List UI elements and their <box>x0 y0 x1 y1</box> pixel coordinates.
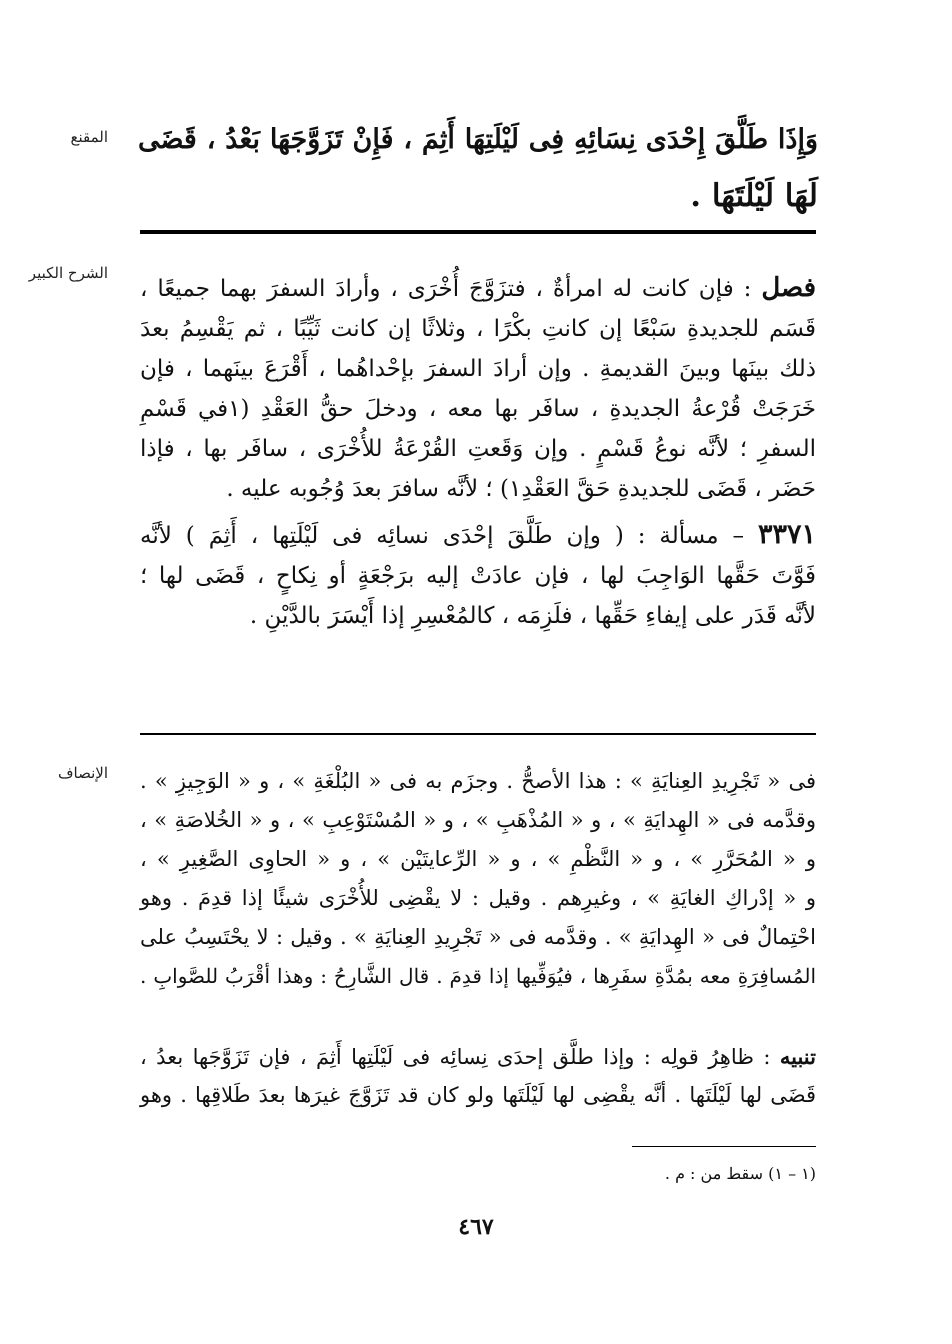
text-line: قَضَى لها لَيْلَتَها . أنَّه يقْضِى لها لَيْلَتَها ولو كان قد تَزَوَّجَ غيرَها بعدَ طَلاقِها . وهو <box>140 1083 816 1107</box>
muqni-label: المقنع <box>70 128 108 146</box>
text-line: حَضَر ، قَضَى للجديدةِ حَقَّ العَقْدِ١) ؛ لأنَّه سافرَ بعدَ وُجُوبه عليه . <box>226 476 816 502</box>
footnote: (١ – ١) سقط من : م . <box>664 1164 816 1183</box>
sharh-label: الشرح الكبير <box>28 264 108 282</box>
text-line: خَرَجَتْ قُرْعةُ الجديدةِ ، سافَر بها معه ، ودخلَ حقُّ العَقْدِ (١في قَسْمِ <box>140 396 816 422</box>
text-line: وَإِذَا طَلَّقَ إِحْدَى نِسَائِهِ فِى لَيْلَتِهَا أَثِمَ ، فَإِنْ تَزَوَّجَهَا بَعْدُ ، قَضَى <box>138 124 818 155</box>
section-divider <box>140 230 816 234</box>
text-line: فَوَّتَ حَقَّها الوَاجِبَ لها ، فإن عادَتْ إليه برَجْعَةٍ أو نِكاحٍ ، قَضَى لها ؛ <box>140 563 816 589</box>
insaf-text <box>140 762 816 996</box>
text-line: المُسافِرَةِ معه بمُدَّةِ سفَرِها ، فيُوَفِّيها إذا قدِمَ . قال الشَّارِحُ : وهذا أقْرَبُ للصَّوابِ . <box>140 964 816 988</box>
footnote-divider <box>632 1146 816 1147</box>
text-line: قَسَم للجديدةِ سَبْعًا إن كانتِ بكْرًا ، وثلاثًا إن كانت ثَيِّبًا ، ثم يَقْسِمُ بعدَ <box>140 316 816 342</box>
tanbih-heading: تنبيه <box>779 1044 816 1069</box>
text-line: و « المُحَرَّرِ » ، و « النَّظْمِ » ، و « الرِّعايتَيْن » ، و « الحاوِى الصَّغِيرِ » ، <box>140 847 816 871</box>
sharh-text <box>140 268 816 636</box>
text-line: ٣٣٧١ – مسألة : ( وإن طَلَّقَ إحْدَى نسائِه فى لَيْلَتِها ، أَثِمَ ) لأنَّه <box>140 519 816 550</box>
text-line: تنبيه : ظاهِرُ قولِه : وإذا طلَّق إحدَى نِسائِه فى لَيْلَتِها أَثِمَ ، فإن تَزَوَّجَها بعدُ ، <box>140 1044 816 1069</box>
insaf-label: الإنصاف <box>57 764 108 782</box>
page-number: ٤٦٧ <box>458 1214 494 1240</box>
text-line: السفرِ ؛ لأنَّه نوعُ قَسْمٍ . وإن وَقَعتِ القُرْعَةُ للأُخْرَى ، سافَر بها ، فإذا <box>140 436 816 462</box>
text-line: و « إدْراكِ الغايَةِ » ، وغيرِهم . وقيل : لا يقْضِى للأُخْرَى شيئًا إذا قدِمَ . وهو <box>140 886 816 910</box>
text-line: ذلك بينَها وبينَ القديمةِ . وإن أرادَ السفرَ بإحْداهُما ، أَقْرَعَ بينَهما ، فإن <box>140 356 816 382</box>
section-heading: فصل <box>761 273 816 303</box>
text-line: فى « تَجْرِيدِ العِنايَةِ » : هذا الأصحُّ . وجزَم به فى « البُلْغَةِ » ، و « الوَجِيزِ » . <box>140 769 816 793</box>
text-line: فصل : فإن كانت له امرأةٌ ، فتزَوَّجَ أُخْرَى ، وأرادَ السفرَ بهما جميعًا ، <box>140 273 816 303</box>
text-line: احْتِمالٌ فى « الهِدايَةِ » . وقدَّمه فى « تَجْرِيدِ العِنايَةِ » . وقيل : لا يحْتَسِبُ على <box>140 925 816 949</box>
tanbih-text <box>140 1038 816 1114</box>
text-line: وقدَّمه فى « الهِدايَةِ » ، و « المُذْهَبِ » ، و « المُسْتَوْعِبِ » ، و « الخُلاصَةِ » ، <box>140 808 816 832</box>
muqni-text <box>138 112 818 224</box>
section-divider <box>140 733 816 735</box>
text-line: لأنَّه قَدَر على إيفاءِ حَقِّها ، فلَزِمَه ، كالمُعْسِرِ إذا أَيْسَرَ بالدَّيْنِ . <box>249 603 816 629</box>
masala-number: ٣٣٧١ <box>757 519 816 550</box>
text-line: لَهَا لَيْلَتَهَا . <box>690 178 818 214</box>
